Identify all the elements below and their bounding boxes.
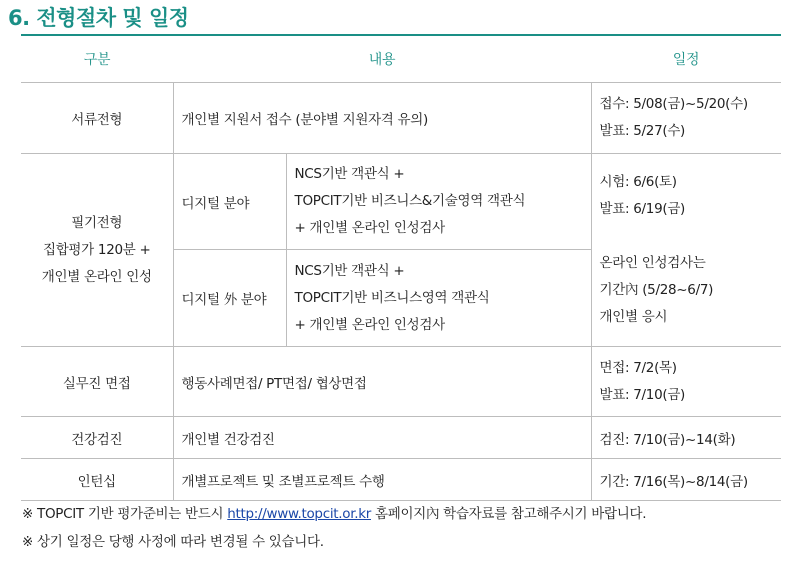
content-line: TOPCIT기반 비즈니스영역 객관식 [294, 289, 490, 306]
topcit-link[interactable]: http://www.topcit.or.kr [227, 506, 371, 522]
schedule-cell: 기간: 7/16(목)~8/14(금) [591, 459, 781, 501]
content-cell: 개인별 건강검진 [173, 417, 591, 459]
category-cell: 건강검진 [21, 417, 173, 459]
schedule-cell [591, 154, 781, 347]
category-cell: 실무진 면접 [21, 347, 173, 417]
table-row-written-digital [21, 154, 781, 250]
content-line: NCS기반 객관식 + [294, 166, 405, 182]
schedule-line: 온라인 인성검사는 [599, 255, 706, 271]
schedule-cell [591, 83, 781, 154]
content-cell: 개별프로젝트 및 조별프로젝트 수행 [173, 459, 591, 501]
category-line: 개인별 온라인 인성 [41, 268, 152, 285]
schedule-spacer [600, 223, 781, 250]
header-category: 구분 [21, 35, 173, 83]
note-schedule-change: ※ 상기 일정은 당행 사정에 따라 변경될 수 있습니다. [22, 534, 324, 550]
category-cell [21, 154, 173, 347]
content-cell [286, 154, 591, 250]
content-line: + 개인별 온라인 인성검사 [294, 220, 445, 236]
schedule-cell: 검진: 7/10(금)~14(화) [591, 417, 781, 459]
header-schedule: 일정 [591, 35, 781, 83]
content-line: + 개인별 온라인 인성검사 [294, 316, 445, 333]
category-cell: 서류전형 [21, 83, 173, 154]
note-suffix: 홈페이지內 학습자료를 참고해주시기 바랍니다. [371, 506, 647, 522]
schedule-table [21, 34, 781, 501]
header-content: 내용 [173, 35, 591, 83]
schedule-line: 접수: 5/08(금)~5/20(수) [599, 96, 748, 112]
category-cell: 인턴십 [21, 459, 173, 501]
note-topcit [22, 502, 646, 522]
table-row-intern [21, 459, 781, 501]
schedule-line: 면접: 7/2(목) [599, 359, 677, 376]
field-cell-digital: 디지털 분야 [173, 154, 286, 250]
field-cell-non-digital: 디지털 外 분야 [173, 250, 286, 347]
schedule-line: 기간內 (5/28~6/7) [599, 282, 714, 298]
schedule-line: 발표: 7/10(금) [599, 386, 686, 403]
table-header-row [21, 35, 781, 83]
content-line: NCS기반 객관식 + [294, 262, 405, 279]
content-cell: 행동사례면접/ PT면접/ 협상면접 [173, 347, 591, 417]
section-title: 6. 전형절차 및 일정 [8, 6, 189, 30]
schedule-line: 시험: 6/6(토) [599, 174, 677, 190]
table-row-interview [21, 347, 781, 417]
table-row-health [21, 417, 781, 459]
schedule-cell [591, 347, 781, 417]
note-prefix: ※ TOPCIT 기반 평가준비는 반드시 [22, 506, 228, 522]
content-cell: 개인별 지원서 접수 (분야별 지원자격 유의) [173, 83, 591, 154]
schedule-line: 발표: 5/27(수) [599, 123, 686, 139]
category-line: 집합평가 120분 + [42, 241, 151, 258]
schedule-line: 발표: 6/19(금) [599, 201, 686, 217]
category-line: 필기전형 [71, 214, 123, 231]
table-row-document [21, 83, 781, 154]
content-line: TOPCIT기반 비즈니스&기술영역 객관식 [294, 193, 526, 209]
content-cell [286, 250, 591, 347]
schedule-line: 개인별 응시 [599, 309, 668, 325]
